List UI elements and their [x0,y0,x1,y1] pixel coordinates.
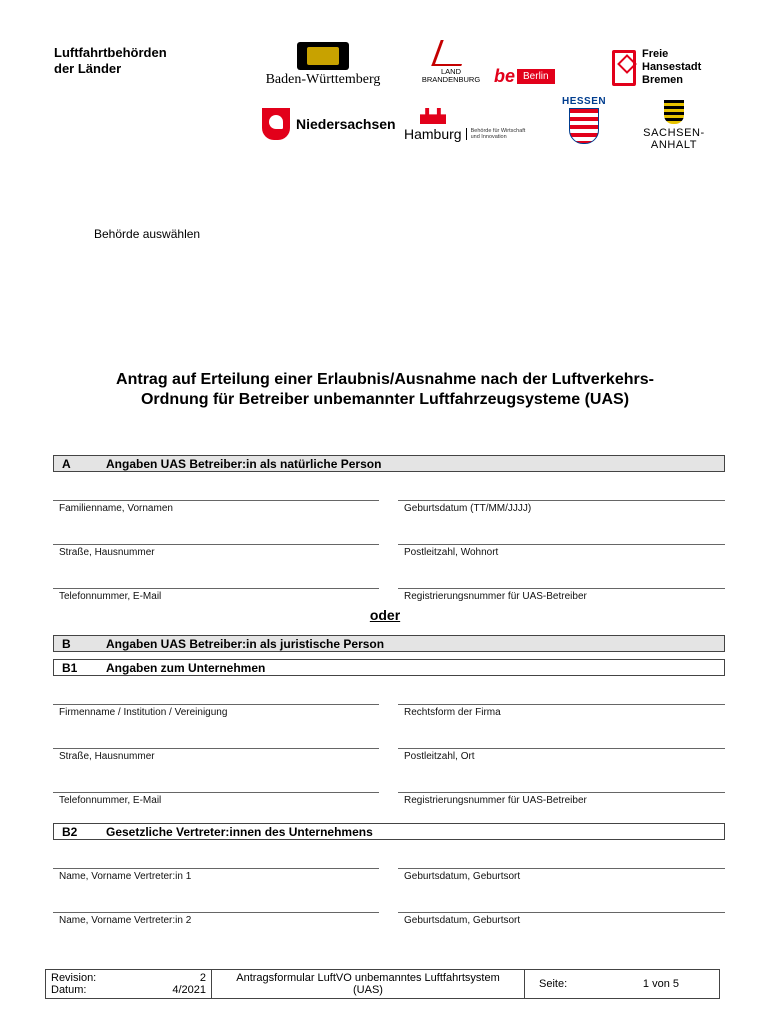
brandenburg-line-2: BRANDENBURG [421,75,481,84]
field-a-registration[interactable]: Registrierungsnummer für UAS-Betreiber [398,588,725,602]
section-b-code: B [62,636,71,651]
page-footer [45,969,720,999]
field-b1-phone-email[interactable]: Telefonnummer, E-Mail [53,792,379,806]
hamburg-logo [404,108,525,142]
bremen-line-3: Bremen [642,74,683,86]
field-b2-rep2-name[interactable]: Name, Vorname Vertreter:in 2 [53,912,379,926]
field-a-phone-email[interactable]: Telefonnummer, E-Mail [53,588,379,602]
field-b2-rep1-birth[interactable]: Geburtsdatum, Geburtsort [398,868,725,882]
field-b1-street[interactable]: Straße, Hausnummer [53,748,379,762]
brandenburg-eagle-icon [431,40,470,66]
hessen-logo-text: HESSEN [562,96,607,107]
bremen-key-icon [612,50,636,86]
niedersachsen-logo-text: Niedersachsen [296,116,396,132]
footer-revision-cell [46,970,212,998]
authority-select-dropdown[interactable]: Behörde auswählen [94,227,201,241]
hamburg-logo-text: Hamburg [404,126,462,142]
brandenburg-line-1: LAND [440,67,461,76]
niedersachsen-horse-icon [262,108,290,140]
footer-date-value: 4/2021 [172,984,206,996]
section-b-header [53,635,725,652]
section-b-label: Angaben UAS Betreiber:in als juristische Person [106,636,385,651]
form-title-line-2: Ordnung für Betreiber unbemannter Luftfahrzeugsysteme (UAS) [140,391,630,408]
hamburg-sub-line-2: und Innovation [470,134,507,140]
section-b2-code: B2 [62,824,78,839]
section-a-label: Angaben UAS Betreiber:in als natürliche Person [106,456,382,471]
hamburg-castle-icon [420,108,446,124]
berlin-logo [494,66,555,87]
brandenburg-logo [415,40,487,84]
baden-wuerttemberg-logo [262,42,384,88]
hessen-lion-shield-icon [569,108,599,144]
field-b1-company[interactable]: Firmenname / Institution / Vereinigung [53,704,379,718]
sachsen-anhalt-shield-icon [664,100,684,124]
footer-form-name-cell [212,970,525,998]
oder-separator: oder [369,607,401,623]
field-b1-registration[interactable]: Registrierungsnummer für UAS-Betreiber [398,792,725,806]
niedersachsen-logo [262,108,396,140]
bw-logo-text: Baden-Württemberg [265,72,381,87]
berlin-box-text: Berlin [517,69,555,84]
form-title-line-1: Antrag auf Erteilung einer Erlaubnis/Ausnahme nach der Luftverkehrs- [116,371,654,388]
footer-form-line-2: (UAS) [353,984,383,996]
footer-revision-value: 2 [199,972,206,984]
footer-page-cell [525,970,719,998]
field-a-street[interactable]: Straße, Hausnummer [53,544,379,558]
section-b1-label: Angaben zum Unternehmen [106,660,266,675]
footer-page-value: 1 von 5 [642,978,679,990]
authority-heading [54,45,167,77]
field-a-birthdate[interactable]: Geburtsdatum (TT/MM/JJJJ) [398,500,725,514]
footer-date-label: Datum: [51,984,87,996]
bremen-logo [612,48,701,87]
form-title [40,370,730,410]
section-b2-label: Gesetzliche Vertreter:innen des Unternehmens [106,824,373,839]
authority-line-2: der Länder [54,61,122,76]
bremen-line-1: Freie [642,48,669,60]
hessen-logo [562,96,606,144]
field-b1-legal-form[interactable]: Rechtsform der Firma [398,704,725,718]
field-b2-rep1-name[interactable]: Name, Vorname Vertreter:in 1 [53,868,379,882]
section-b2-header [53,823,725,840]
bremen-line-2: Hansestadt [642,61,702,73]
section-b1-header [53,659,725,676]
footer-page-label: Seite: [539,978,568,990]
field-a-name[interactable]: Familienname, Vornamen [53,500,379,514]
footer-revision-label: Revision: [51,972,97,984]
sachsen-anhalt-logo-text: SACHSEN-ANHALT [643,127,705,151]
field-a-postcode-city[interactable]: Postleitzahl, Wohnort [398,544,725,558]
field-b1-postcode-city[interactable]: Postleitzahl, Ort [398,748,725,762]
sachsen-anhalt-logo [624,100,724,151]
hamburg-sub-line-1: Behörde für Wirtschaft [470,128,526,134]
bw-crest-icon [297,42,349,70]
field-b2-rep2-birth[interactable]: Geburtsdatum, Geburtsort [398,912,725,926]
footer-form-line-1: Antragsformular LuftVO unbemanntes Luftfahrtsystem [236,972,500,984]
section-a-code: A [62,456,71,471]
berlin-be-text: be [494,66,516,86]
section-b1-code: B1 [62,660,78,675]
authority-line-1: Luftfahrtbehörden [54,45,167,60]
section-a-header [53,455,725,472]
